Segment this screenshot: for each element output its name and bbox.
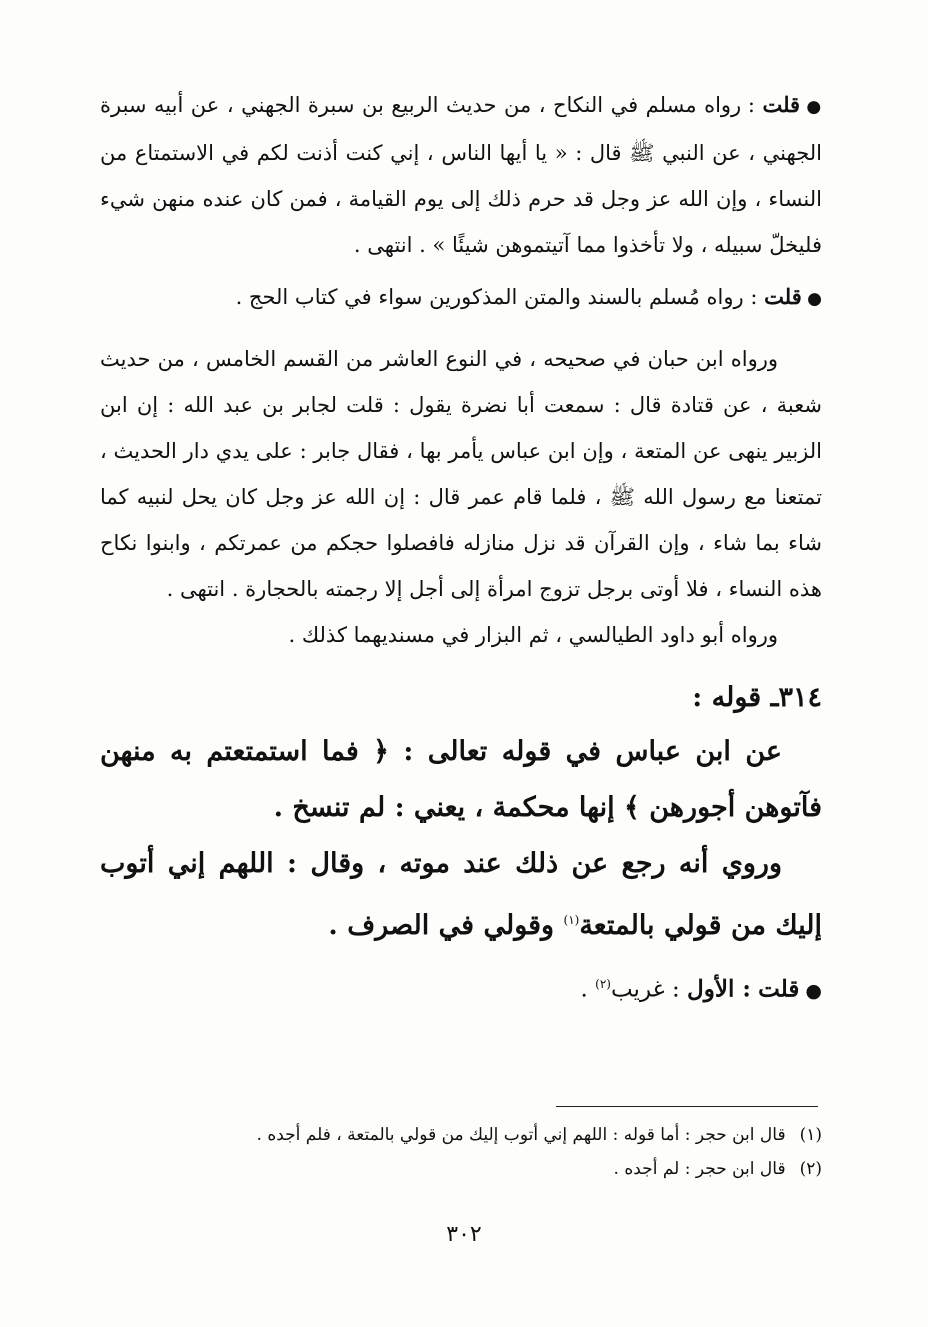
quote-2-tail: وقولي في الصرف . bbox=[328, 910, 555, 941]
footnote-2-text: قال ابن حجر : لم أجده . bbox=[613, 1159, 786, 1179]
quote-2-main: وروي أنه رجع عن ذلك عند موته ، وقال : اللهم إني أتوب إليك من قولي بالمتعة bbox=[100, 848, 822, 941]
section-heading: ٣١٤ـ قوله : bbox=[692, 682, 822, 713]
footnote-2 bbox=[100, 1152, 822, 1186]
footnote-2-number: (٢) bbox=[799, 1159, 822, 1179]
paragraph-4: ورواه أبو داود الطيالسي ، ثم البزار في مسنديهما كذلك . bbox=[288, 623, 778, 647]
page-number: ٣٠٢ bbox=[446, 1222, 482, 1247]
footnote-divider bbox=[556, 1106, 818, 1107]
note-text: : غريب bbox=[610, 976, 680, 1003]
note-line bbox=[100, 958, 822, 1017]
paragraph-2 bbox=[100, 274, 822, 322]
footnote-ref-2: (٢) bbox=[595, 977, 611, 991]
paragraph-3: ورواه ابن حبان في صحيحه ، في النوع العاشر من القسم الخامس ، من حديث شعبة ، عن قتادة قال : سمعت أبا نضرة يقول : قلت لجابر بن عبد الله : إن ابن الزبير ينهى عن المتعة ، وإن ابن عباس يأمر بها ، فقال جابر : على يدي دار الحديث ، تمتعنا مع رسول الله ﷺ ، فلما قام عمر قال : إن الله عز وجل كان يحل لنبيه كما شاء بما شاء ، وإن القرآن قد نزل منازله فافصلوا حجكم من عمرتكم ، وابنوا نكاح هذه النساء ، فلا أوتى برجل تزوج امرأة إلى أجل إلا رجمته بالحجارة . انتهى . bbox=[100, 347, 822, 601]
note-awwal: : الأول bbox=[687, 975, 751, 1003]
paragraph-1 bbox=[100, 82, 822, 268]
qult-label-1: قلت bbox=[762, 92, 801, 117]
quote-2 bbox=[100, 836, 822, 954]
footnote-1-number: (١) bbox=[799, 1125, 822, 1145]
qult-label-2: قلت bbox=[764, 284, 802, 309]
paragraph-2-text: : رواه مُسلم بالسند والمتن المذكورين سواء في كتاب الحج . bbox=[235, 285, 758, 309]
quote-1: عن ابن عباس في قوله تعالى : ﴿ فما استمتعتم به منهن فآتوهن أجورهن ﴾ إنها محكمة ، يعني : لم تنسخ . bbox=[100, 736, 822, 823]
paragraph-1-text: : رواه مسلم في النكاح ، من حديث الربيع بن سبرة الجهني ، عن أبيه سبرة الجهني ، عن النبي ﷺ قال : « يا أيها الناس ، إني كنت أذنت لكم في الاستمتاع من النساء ، وإن الله عز وجل قد حرم ذلك إلى يوم القيامة ، فمن كان عنده منهن شيء فليخلّ سبيله ، ولا تأخذوا مما آتيتموهن شيئًا » . انتهى . bbox=[100, 93, 822, 257]
note-end: . bbox=[580, 976, 588, 1003]
qult-label-3: قلت bbox=[758, 975, 800, 1003]
page-body bbox=[100, 82, 822, 1017]
footnote-1 bbox=[100, 1118, 822, 1152]
footnotes bbox=[100, 1118, 822, 1186]
footnote-1-text: قال ابن حجر : أما قوله : اللهم إني أتوب إليك من قولي بالمتعة ، فلم أجده . bbox=[256, 1125, 786, 1145]
footnote-ref-1: (١) bbox=[563, 913, 580, 927]
